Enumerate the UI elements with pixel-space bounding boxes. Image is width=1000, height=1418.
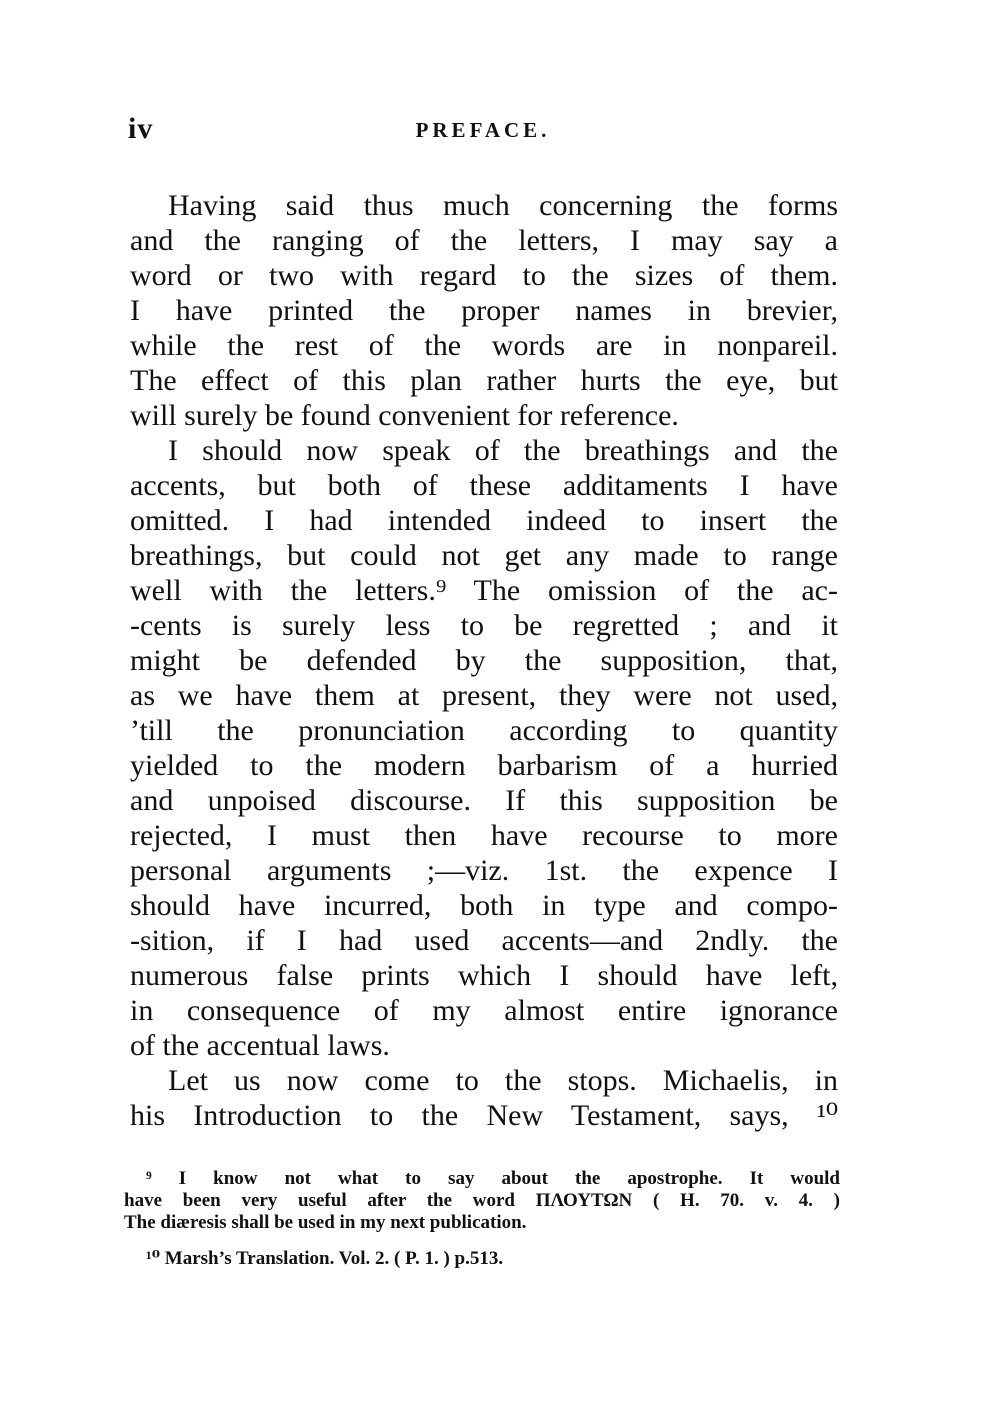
footnotes [124,1168,840,1270]
footnote-spacer [124,1234,840,1248]
text-line: omitted. I had intended indeed to insert the [130,504,838,537]
text-line: in consequence of my almost entire ignorance [130,994,838,1027]
text-line: of the accentual laws. [130,1029,390,1062]
text-line: might be defended by the supposition, that, [130,644,838,677]
text-line: should have incurred, both in type and compo- [130,889,838,922]
text-line: yielded to the modern barbarism of a hurried [130,749,838,782]
text-line: rejected, I must then have recourse to more [130,819,838,852]
text-line: ’till the pronunciation according to quantity [130,714,838,747]
text-line: and unpoised discourse. If this supposition be [130,784,838,817]
text-line: word or two with regard to the sizes of them. [130,259,838,292]
text-line: Having said thus much concerning the forms [168,189,838,222]
text-line: will surely be found convenient for reference. [130,399,679,432]
footnote-line: have been very useful after the word ΠΛΟΥΤΩΝ ( H. 70. v. 4. ) [124,1190,840,1211]
text-line: breathings, but could not get any made to range [130,539,838,572]
text-line: I should now speak of the breathings and the [168,434,838,467]
page-number: iv [128,112,154,145]
text-line: Let us now come to the stops. Michaelis, in [168,1064,838,1097]
text-line: his Introduction to the New Testament, says, ¹⁰ [130,1099,838,1132]
text-line: The effect of this plan rather hurts the eye, but [130,364,838,397]
text-line: while the rest of the words are in nonpareil. [130,329,838,362]
text-line: I have printed the proper names in brevier, [130,294,838,327]
text-line: and the ranging of the letters, I may say a [130,224,838,257]
text-line: as we have them at present, they were not used, [130,679,838,712]
text-line: -cents is surely less to be regretted ; and it [130,609,838,642]
footnote-line: The diæresis shall be used in my next publication. [124,1212,527,1233]
footnote-line: ⁹ I know not what to say about the apostrophe. It would [146,1168,840,1189]
text-line: numerous false prints which I should have left, [130,959,838,992]
page-header [128,112,838,148]
running-title: PREFACE. [415,118,551,142]
preface-body [130,188,838,1133]
text-line: personal arguments ;—viz. 1st. the expence I [130,854,838,887]
text-line: -sition, if I had used accents—and 2ndly. the [130,924,838,957]
text-line: well with the letters.⁹ The omission of the ac- [130,574,838,607]
footnote-line: ¹⁰ Marsh’s Translation. Vol. 2. ( P. 1. ) p.513. [146,1248,504,1269]
text-line: accents, but both of these additaments I have [130,469,838,502]
